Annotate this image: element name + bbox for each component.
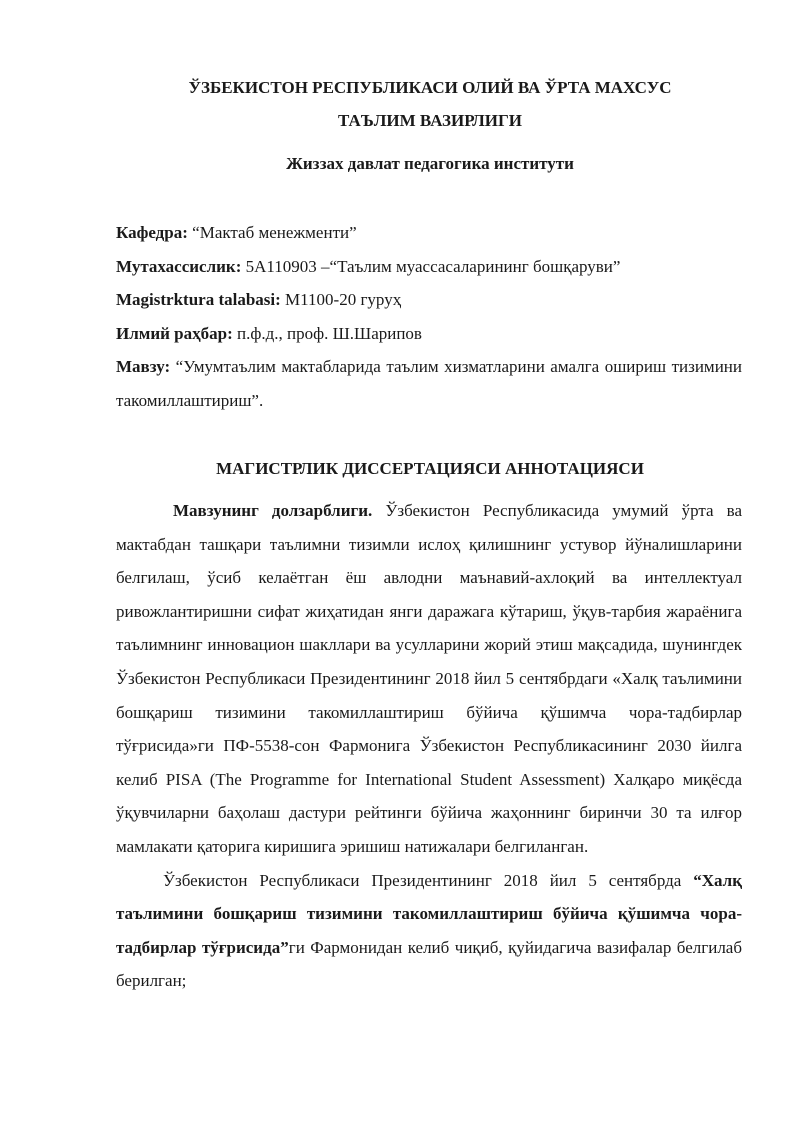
topic-label: Мавзу: [116,357,171,377]
supervisor-label: Илмий раҳбар: [116,323,233,343]
topic-value: “Умумтаълим мактабларида таълим хизматларини амалга ошириш тизимини такомиллаштириш”. [116,357,742,410]
decree-text-a: Ўзбекистон Республикаси Президентининг 2018 йил 5 сентябрда [163,870,694,890]
ministry-title [100,71,760,137]
specialty-line [116,250,742,284]
specialty-value: 5A110903 –“Таълим муассасаларининг бошқаруви” [241,256,621,276]
student-line [116,283,742,317]
paragraph-decree [116,864,742,998]
specialty-label: Мутахассислик: [116,256,242,276]
paragraph-relevance [116,494,742,864]
student-label: Magistrktura talabasi: [116,290,281,310]
annotation-title: МАГИСТРЛИК ДИССЕРТАЦИЯСИ АННОТАЦИЯСИ [216,459,644,478]
relevance-heading: Мавзунинг долзарблиги. [173,501,373,520]
department-line [116,216,742,250]
department-label: Кафедра: [116,223,188,242]
topic-line [116,350,742,417]
ministry-title-line1: ЎЗБЕКИСТОН РЕСПУБЛИКАСИ ОЛИЙ ВА ЎРТА МАХСУС [188,78,672,97]
decree-title: “Халқ таълимини бошқариш тизимини такомиллаштириш бўйича қўшимча чора-тадбирлар тўғрисида” [116,870,742,957]
decree-text-b: ги Фармонидан келиб чиқиб, қуйидагича вазифалар белгилаб берилган; [116,937,742,991]
ministry-title-line2: ТАЪЛИМ ВАЗИРЛИГИ [337,111,523,130]
institute-name: Жиззах давлат педагогика институти [286,154,574,173]
annotation-body [116,494,742,998]
supervisor-value: п.ф.д., проф. Ш.Шарипов [232,323,422,343]
relevance-text: Ўзбекистон Республикасида умумий ўрта ва мактабдан ташқари таълимни тизимли ислоҳ қилишнинг устувор йўналишларини белгилаш, ўсиб келаётган ёш авлодни маънавий-ахлоқий ва интеллектуал ривожлантиришни сифат жиҳатидан янги даражага кўтариш, ўқув-тарбия жараёнига таълимнинг инновацион шакллари ва усулларини жорий этиш мақсадида, шунингдек Ўзбекистон Республикаси Президентининг 2018 йил 5 сентябрдаги «Халқ таълимини бошқариш тизимини такомиллаштириш бўйича қўшимча чора-тадбирлар тўғрисида»ги ПФ-5538-сон Фармонига Ўзбекистон Республикасининг 2030 йилга келиб PISA (The Programme for International Student Assessment) Халқаро миқёсда ўқувчиларни баҳолаш дастури рейтинги бўйича жаҳоннинг биринчи 30 та илғор мамлакати қаторига киришига эришиш натижалари белгиланган. [116,501,742,856]
thesis-metadata [116,216,742,418]
student-value: M1100-20 гуруҳ [280,290,402,310]
supervisor-line [116,317,742,351]
department-value: “Мактаб менежменти” [187,223,357,242]
